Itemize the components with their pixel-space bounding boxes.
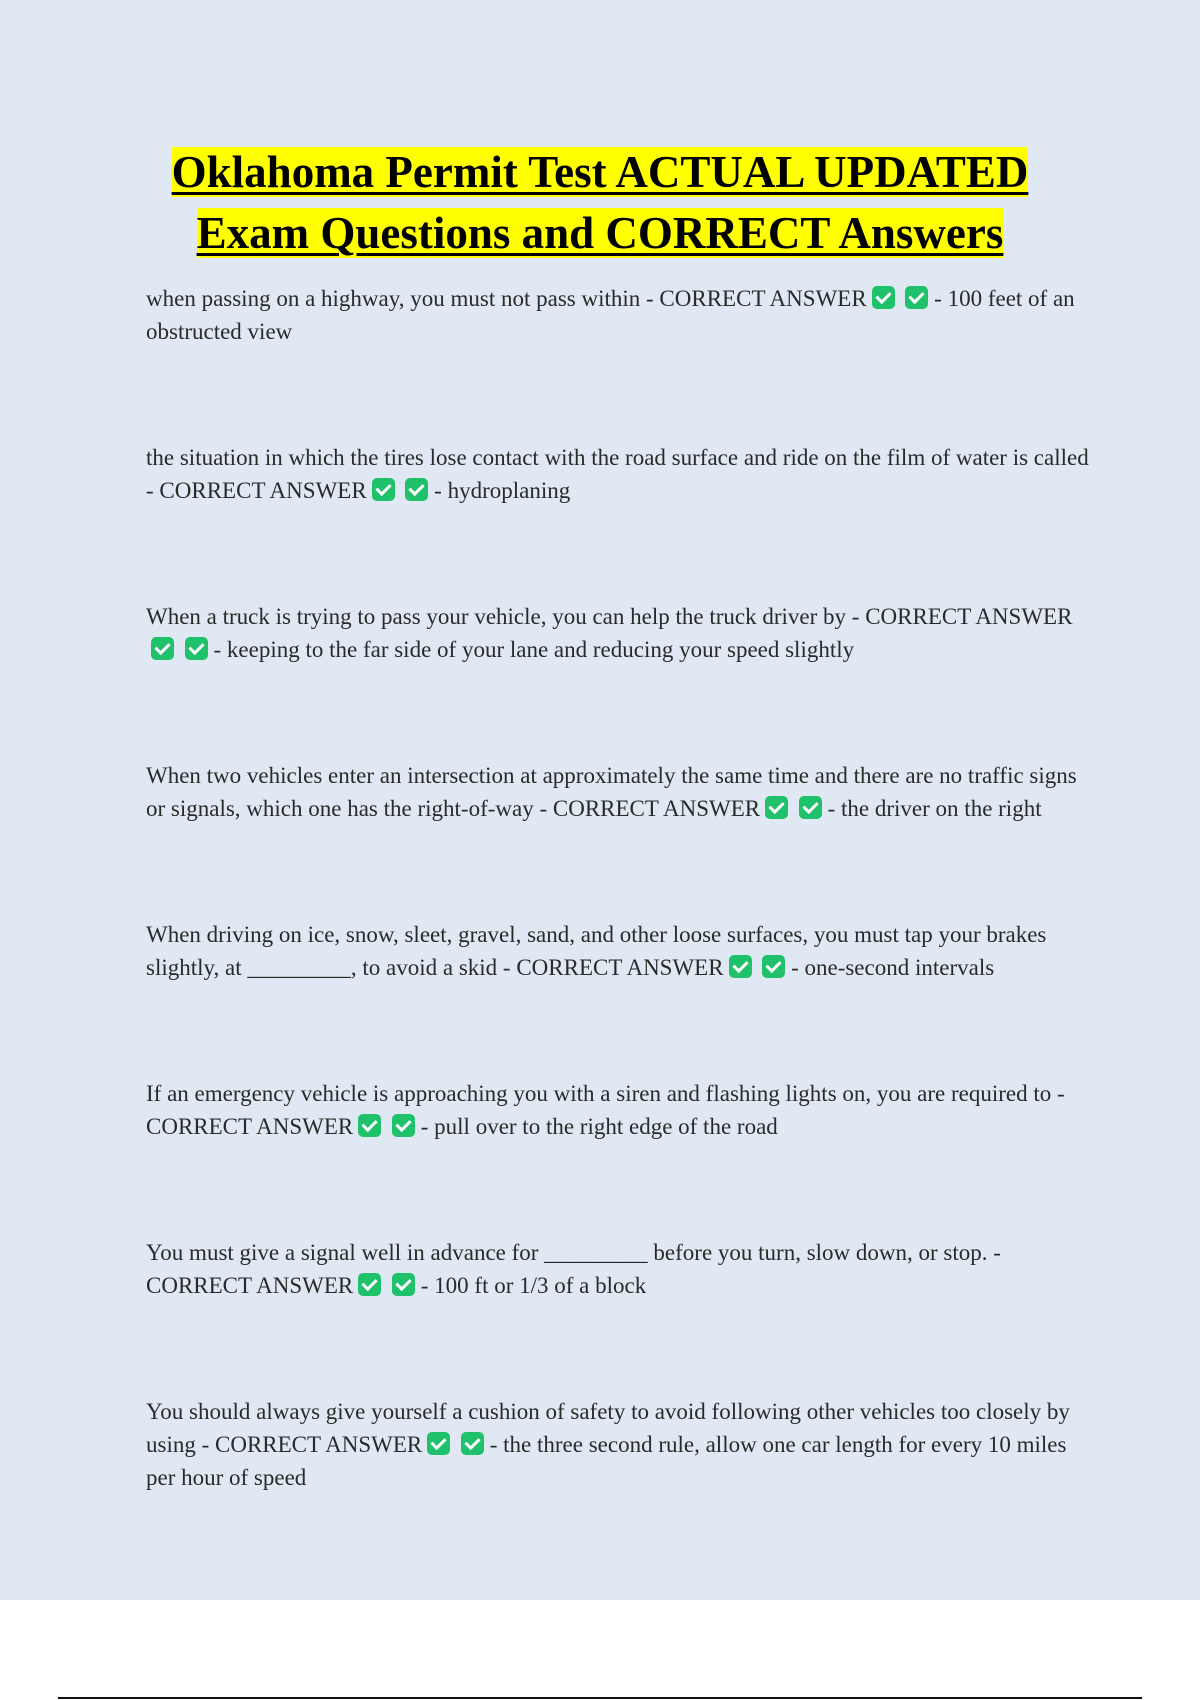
qa-item: [146, 1236, 1090, 1302]
answer-marker: CORRECT ANSWER: [146, 1114, 354, 1139]
question-text: When a truck is trying to pass your vehicle, you can help the truck driver by -: [146, 604, 860, 629]
footer-divider: [58, 1697, 1142, 1699]
check-icon: [461, 1432, 484, 1455]
check-icon: [358, 1273, 381, 1296]
qa-item: [146, 759, 1090, 825]
question-text: the situation in which the tires lose contact with the road surface and ride on the film of water is called -: [146, 445, 1089, 503]
check-icon: [405, 478, 428, 501]
answer-marker: CORRECT ANSWER: [865, 604, 1073, 629]
check-icon: [151, 637, 174, 660]
answer-text: - the three second rule, allow one car length for every 10 miles per hour of speed: [146, 1432, 1067, 1490]
check-icon: [872, 286, 895, 309]
question-text: when passing on a highway, you must not pass within -: [146, 286, 654, 311]
answer-marker: CORRECT ANSWER: [215, 1432, 423, 1457]
answer-marker: CORRECT ANSWER: [659, 286, 867, 311]
check-icon: [358, 1114, 381, 1137]
title-line-1: Oklahoma Permit Test ACTUAL UPDATED: [171, 147, 1029, 197]
qa-item: [146, 282, 1090, 348]
question-text: You should always give yourself a cushion of safety to avoid following other vehicles too closely by using -: [146, 1399, 1070, 1457]
check-icon: [762, 955, 785, 978]
check-icon: [372, 478, 395, 501]
answer-text: - keeping to the far side of your lane and reducing your speed slightly: [213, 637, 855, 662]
check-icon: [392, 1273, 415, 1296]
check-icon: [799, 796, 822, 819]
answer-text: - the driver on the right: [827, 796, 1042, 821]
answer-text: - pull over to the right edge of the road: [420, 1114, 778, 1139]
title-line-2: Exam Questions and CORRECT Answers: [196, 208, 1004, 258]
qa-item: [146, 918, 1090, 984]
answer-text: - 100 ft or 1/3 of a block: [420, 1273, 647, 1298]
check-icon: [185, 637, 208, 660]
answer-marker: CORRECT ANSWER: [146, 1273, 354, 1298]
qa-item: [146, 600, 1090, 666]
answer-text: - hydroplaning: [434, 478, 571, 503]
answer-marker: CORRECT ANSWER: [159, 478, 367, 503]
question-text: When driving on ice, snow, sleet, gravel, sand, and other loose surfaces, you must tap your brakes slightly, at _________, to avoid a skid -: [146, 922, 1047, 980]
answer-marker: CORRECT ANSWER: [552, 796, 761, 821]
qa-item: [146, 1395, 1090, 1494]
qa-list: [146, 282, 1090, 1587]
qa-item: [146, 441, 1090, 507]
answer-text: - 100 feet of an obstructed view: [146, 286, 1075, 344]
qa-item: [146, 1077, 1090, 1143]
document-title: [0, 142, 1200, 264]
question-text: You must give a signal well in advance for _________ before you turn, slow down, or stop. -: [146, 1240, 1001, 1265]
check-icon: [427, 1432, 450, 1455]
check-icon: [765, 796, 788, 819]
check-icon: [392, 1114, 415, 1137]
check-icon: [729, 955, 752, 978]
check-icon: [905, 286, 928, 309]
question-text: If an emergency vehicle is approaching you with a siren and flashing lights on, you are required to -: [146, 1081, 1065, 1106]
answer-text: - one-second intervals: [791, 955, 995, 980]
answer-marker: CORRECT ANSWER: [516, 955, 724, 980]
question-text: When two vehicles enter an intersection at approximately the same time and there are no traffic signs or signals, which one has the right-of-way -: [146, 763, 1077, 821]
